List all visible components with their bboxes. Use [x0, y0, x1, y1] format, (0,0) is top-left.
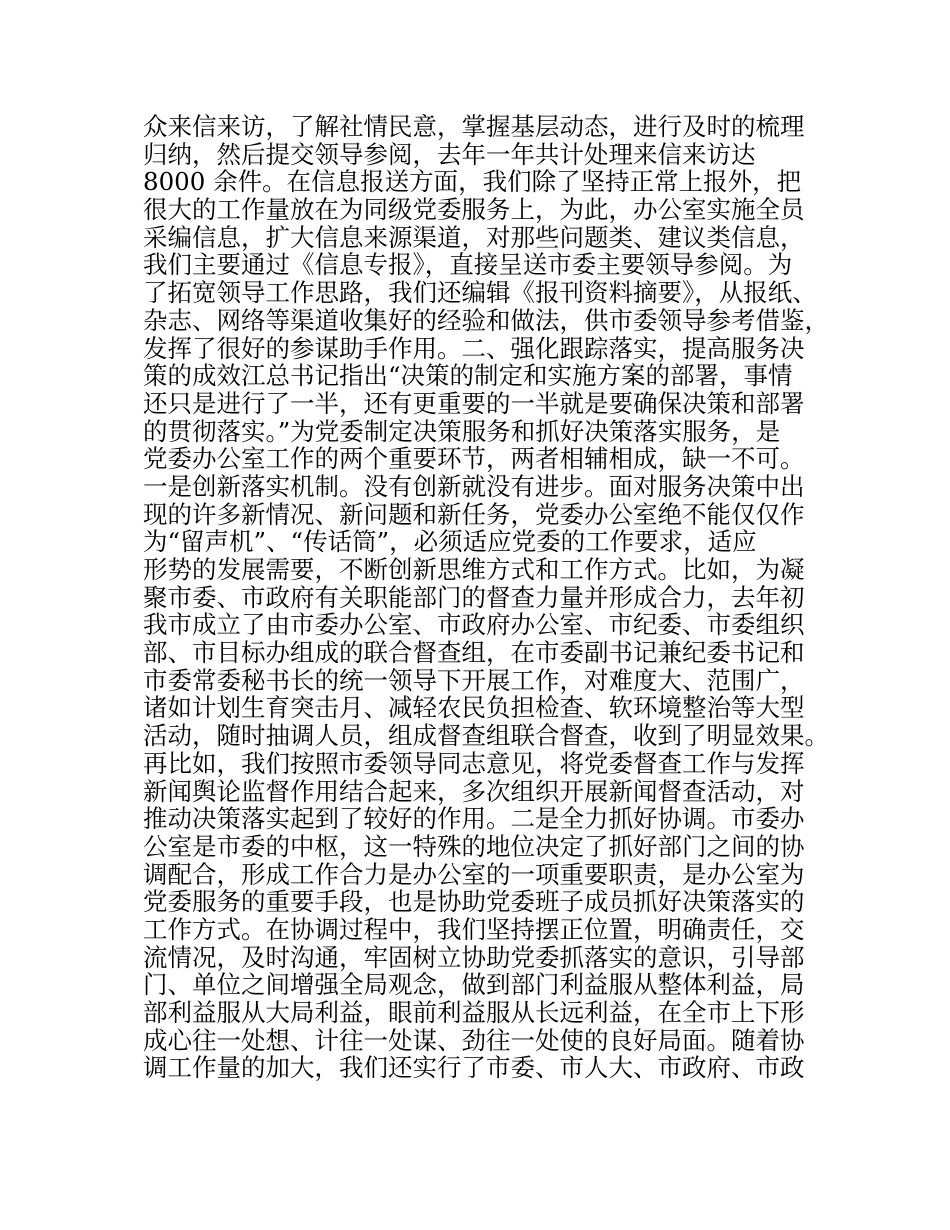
- text-line: 杂志、网络等渠道收集好的经验和做法，供市委领导参考借鉴，: [143, 305, 829, 335]
- text-line: 成心往一处想、计往一处谋、劲往一处使的良好局面。随着协: [143, 1025, 805, 1055]
- text-line: 采编信息，扩大信息来源渠道，对那些问题类、建议类信息，: [143, 222, 805, 252]
- text-line: 还只是进行了一半，还有更重要的一半就是要确保决策和部署: [143, 388, 805, 418]
- text-line: 活动，随时抽调人员，组成督查组联合督查，收到了明显效果。: [143, 721, 829, 751]
- text-line: 流情况，及时沟通，牢固树立协助党委抓落实的意识，引导部: [143, 942, 805, 972]
- text-line: 工作方式。在协调过程中，我们坚持摆正位置，明确责任，交: [143, 914, 805, 944]
- text-line: 我市成立了由市委办公室、市政府办公室、市纪委、市委组织: [143, 610, 805, 640]
- text-line: 的贯彻落实。”为党委制定决策服务和抓好决策落实服务，是: [143, 416, 781, 446]
- text-line: 新闻舆论监督作用结合起来，多次组织开展新闻督查活动，对: [143, 776, 805, 806]
- text-line: 诸如计划生育突击月、减轻农民负担检查、软环境整治等大型: [143, 693, 805, 723]
- text-line: 形势的发展需要，不断创新思维方式和工作方式。比如，为凝: [143, 555, 805, 584]
- text-line: 策的成效江总书记指出“决策的制定和实施方案的部署，事情: [143, 361, 793, 391]
- text-line: 众来信来访，了解社情民意，掌握基层动态，进行及时的梳理: [143, 112, 805, 141]
- text-line: 一是创新落实机制。没有创新就没有进步。面对服务决策中出: [143, 471, 805, 501]
- text-line: 部利益服从大局利益，眼前利益服从长远利益，在全市上下形: [143, 998, 805, 1027]
- text-line: 8000 余件。在信息报送方面，我们除了坚持正常上报外，把: [143, 167, 802, 197]
- text-line: 聚市委、市政府有关职能部门的督查力量并形成合力，去年初: [143, 582, 805, 612]
- text-line: 党委服务的重要手段，也是协助党委班子成员抓好决策落实的: [143, 887, 805, 917]
- text-line: 推动决策落实起到了较好的作用。二是全力抓好协调。市委办: [143, 804, 805, 834]
- text-line: 归纳，然后提交领导参阅，去年一年共计处理来信来访达: [143, 139, 756, 169]
- text-line: 市委常委秘书长的统一领导下开展工作，对难度大、范围广，: [143, 665, 805, 695]
- text-line: 门、单位之间增强全局观念，做到部门利益服从整体利益，局: [143, 970, 805, 1000]
- text-line: 我们主要通过《信息专报》，直接呈送市委主要领导参阅。为: [143, 250, 793, 280]
- text-line: 党委办公室工作的两个重要环节，两者相辅相成，缺一不可。: [143, 444, 805, 474]
- text-line: 发挥了很好的参谋助手作用。二、强化跟踪落实，提高服务决: [143, 333, 805, 363]
- text-line: 调工作量的加大，我们还实行了市委、市人大、市政府、市政: [143, 1053, 805, 1083]
- text-line: 现的许多新情况、新问题和新任务，党委办公室绝不能仅仅作: [143, 499, 805, 529]
- text-line: 了拓宽领导工作思路，我们还编辑《报刊资料摘要》，从报纸、: [143, 278, 817, 308]
- text-line: 公室是市委的中枢，这一特殊的地位决定了抓好部门之间的协: [143, 831, 805, 861]
- text-line: 很大的工作量放在为同级党委服务上，为此，办公室实施全员: [143, 195, 805, 225]
- text-line: 部、市目标办组成的联合督查组，在市委副书记兼纪委书记和: [143, 638, 805, 668]
- text-line: 为“留声机”、“传话筒”，必须适应党委的工作要求，适应: [143, 527, 757, 557]
- text-line: 调配合，形成工作合力是办公室的一项重要职责，是办公室为: [143, 859, 805, 889]
- body-text: [143, 113, 843, 1082]
- text-line: 再比如，我们按照市委领导同志意见，将党委督查工作与发挥: [143, 748, 805, 778]
